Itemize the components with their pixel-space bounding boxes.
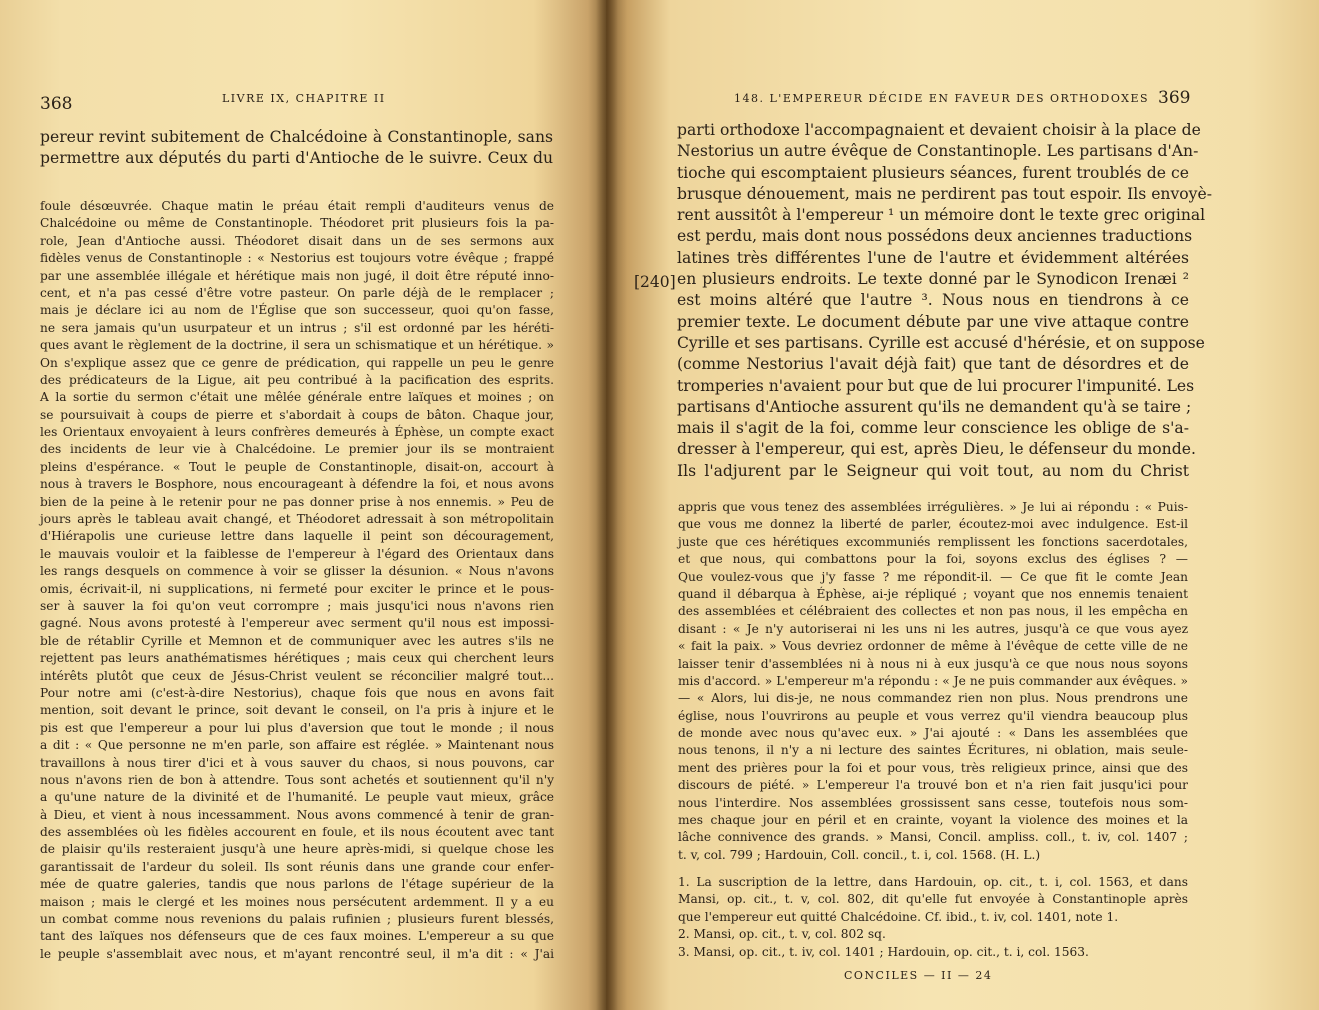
text-line: A la sortie du sermon c'était une mêlée générale entre laïques et moines ; on (40, 390, 554, 405)
right-page (606, 0, 1319, 1010)
text-line: mais je déclare ici au nom de l'Église que son successeur, quoi qu'on fasse, (40, 303, 554, 318)
text-line: ble de rétablir Cyrille et Memnon et de communiquer avec les autres s'ils ne (40, 633, 554, 648)
text-line: des assemblées et célébraient des collectes et non pas nous, il les empêcha en (678, 604, 1188, 619)
text-line: laisser tenir d'assemblées ni à nous ni à eux jusqu'à ce que nous nous soyons (678, 656, 1188, 671)
text-line: se poursuivait à coups de pierre et s'abordait à coups de bâton. Chaque jour, (40, 407, 554, 422)
page-number: 368 (40, 94, 73, 114)
text-line: Ils l'adjurent par le Seigneur qui voit tout, au nom du Christ (677, 461, 1189, 480)
text-line: a dit : « Que personne ne m'en parle, son affaire est réglée. » Maintenant nous (40, 738, 554, 753)
text-line: un combat comme nous revenions du palais rufinien ; plusieurs furent blessés, (40, 912, 554, 927)
text-line: discours de piété. » L'empereur l'a trouvé bon et n'a rien fait jusqu'ici pour (678, 778, 1188, 793)
footnotes (678, 874, 1188, 961)
text-line: nous n'avons rien de bon à attendre. Tous sont achetés et soutiennent qu'il n'y (40, 772, 554, 787)
text-line: pis est que l'empereur a pour lui plus d'aversion que tout le monde ; il nous (40, 720, 554, 735)
text-line: omis, écrivait-il, ni supplications, ni fermeté pour exciter le prince et le pous- (40, 581, 554, 596)
text-line: le peuple s'assemblait avec nous, et m'ayant rencontré seul, il m'a dit : « J'ai (40, 946, 554, 961)
text-line: brusque dénouement, mais ne perdirent pas tout espoir. Ils envoyè- (677, 184, 1212, 203)
text-line: t. v, col. 799 ; Hardouin, Coll. concil., t. i, col. 1568. (H. L.) (678, 847, 1041, 862)
text-line: des assemblées où les fidèles accourent en foule, et ils nous écoutent avec tant (40, 825, 554, 840)
text-line: rent aussitôt à l'empereur ¹ un mémoire dont le texte grec original (677, 206, 1206, 225)
text-line: et que nous, qui combattons pour la foi, soyons exclus des églises ? — (678, 552, 1188, 567)
text-line: disant : « Je n'y autoriserai ni les uns ni les autres, jusqu'à ce que vous ayez (678, 621, 1188, 636)
text-line: nous tenons, il n'y a ni lecture des saintes Écritures, ni oblation, mais seule- (678, 743, 1188, 758)
text-line: de monde avec nous qu'avec eux. » J'ai ajouté : « Dans les assemblées que (678, 726, 1188, 741)
book-gutter (596, 0, 618, 1010)
text-line: des incidents de leur vie à Chalcédoine. Le premier jour ils se montraient (40, 442, 554, 457)
text-line: ques avant le règlement de la doctrine, il sera un schismatique et un hérétique. » (40, 338, 554, 353)
text-line: lâche connivence des grands. » Mansi, Concil. ampliss. coll., t. iv, col. 1407 ; (678, 830, 1188, 845)
text-line: jours après le tableau avait changé, et Théodoret adressait à son métropolitain (40, 512, 554, 527)
text-line: ne sera jamais qu'un usurpateur et un intrus ; s'il est ordonné par les héréti- (40, 320, 554, 335)
text-line: est perdu, mais dont nous possédons deux anciennes traductions (677, 227, 1193, 246)
text-line: foule désœuvrée. Chaque matin le préau était rempli d'auditeurs venus de (40, 199, 554, 213)
text-line: mes chaque jour en péril et en crainte, voyant la violence des moines et la (678, 813, 1188, 828)
text-line: rejettent pas leurs anathématismes hérétiques ; mais ceux qui cherchent leurs (40, 651, 554, 666)
signature-mark: CONCILES — II — 24 (844, 969, 993, 982)
text-line: Mansi, op. cit., t. v, col. 802, dit qu'elle fut envoyée à Constantinople après (678, 892, 1188, 907)
text-line: Que voulez-vous que j'y fasse ? me répondit-il. — Ce que fit le comte Jean (678, 569, 1188, 584)
text-line: Cyrille et ses partisans. Cyrille est accusé d'hérésie, et on suppose (677, 333, 1205, 352)
text-line: à Dieu, et vient à nous incessamment. Nous avons commencé à tenir de gran- (40, 807, 554, 822)
text-line: nous à travers le Bosphore, nous encourageant à défendre la foi, et nous avons (40, 477, 554, 492)
text-line: que l'empereur eut quitté Chalcédoine. Cf. ibid., t. iv, col. 1401, note 1. (678, 909, 1119, 924)
running-head: LIVRE IX, CHAPITRE II (222, 92, 386, 105)
text-line: « fait la paix. » Vous devriez ordonner de même à l'évêque de cette ville de ne (678, 639, 1188, 654)
text-line: tromperies n'avaient pour but que de lui procurer l'impunité. Les (677, 376, 1195, 395)
text-line: — « Alors, lui dis-je, ne nous commandez rien non plus. Nous prendrons une (678, 691, 1188, 706)
text-line: ment des prières pour la foi et pour vous, très religieux prince, ainsi que des (678, 760, 1188, 775)
running-head: 148. L'EMPEREUR DÉCIDE EN FAVEUR DES ORTHODOXES (734, 92, 1150, 105)
text-line: bien de la peine à le retenir pour ne pas donner prise à nos ennemis. » Peu de (40, 494, 554, 509)
text-line: des prédicateurs de la Ligue, ait peu contribué à la pacification des esprits. (40, 372, 554, 387)
text-line: les rangs desquels on commence à voir se glisser la désunion. « Nous n'avons (40, 564, 554, 579)
text-line: en plusieurs endroits. Le texte donné par le Synodicon Irenæi ² (677, 270, 1189, 289)
text-line: de plaisir qu'ils resteraient jusqu'à une heure après-midi, si quelque chose les (40, 842, 554, 857)
text-line: travaillons à nous tirer d'ici et à vous sauver du chaos, si nous pouvons, car (40, 755, 554, 770)
main-text (40, 127, 553, 170)
text-line: On s'explique assez que ce genre de prédication, qui rappelle un peu le genre (40, 355, 554, 370)
text-line: parti orthodoxe l'accompagnaient et devaient choisir à la place de (677, 121, 1201, 139)
footnote-continuation (678, 499, 1188, 864)
text-line: pereur revint subitement de Chalcédoine à Constantinople, sans (40, 128, 553, 146)
text-line: mis d'accord. » L'empereur m'a répondu : « Je ne puis commander aux évêques. » (678, 673, 1188, 688)
text-line: par une assemblée illégale et hérétique mais non jugé, il doit être réputé inno- (40, 268, 554, 283)
text-line: que vous me donnez la liberté de parler, écoutez-moi avec indulgence. Est-il (678, 517, 1188, 532)
text-line: gagné. Nous avons protesté à l'empereur avec serment qu'il nous est impossi- (40, 616, 554, 631)
text-line: premier texte. Le document débute par une vive attaque contre (677, 312, 1189, 331)
page-number: 369 (1158, 88, 1191, 108)
text-line: mais il s'agit de la foi, comme leur conscience les oblige de s'a- (677, 419, 1189, 438)
text-line: les Orientaux envoyaient à leurs confrères demeurés à Éphèse, un compte exact (40, 425, 554, 440)
text-line: mée de quatre galeries, tandis que nous parlons de l'étage supérieur de la (40, 877, 554, 892)
text-line: pleins d'espérance. « Tout le peuple de Constantinople, disait-on, accourt à (40, 459, 554, 474)
text-line: tant des laïques nos défenseurs que de ces faux moines. L'empereur a su que (40, 929, 554, 944)
text-line: cent, et n'a pas cessé d'être votre pasteur. On parle déjà de le remplacer ; (40, 285, 554, 300)
left-page (0, 0, 606, 1010)
text-line: est moins altéré que l'autre ³. Nous nous en tiendrons à ce (677, 291, 1189, 310)
text-line: maison ; mais le clergé et les moines nous persécutent ardemment. Il y a eu (40, 894, 554, 909)
text-line: appris que vous tenez des assemblées irrégulières. » Je lui ai répondu : « Puis- (678, 500, 1188, 514)
text-line: Pour notre ami (c'est-à-dire Nestorius), chaque fois que nous en avons fait (40, 685, 554, 700)
text-line: a qu'une nature de la divinité et de l'humanité. Le peuple vaut mieux, grâce (40, 790, 554, 805)
main-text (677, 120, 1212, 482)
footnote-text (40, 198, 554, 963)
text-line: permettre aux députés du parti d'Antioche de le suivre. Ceux du (40, 149, 553, 168)
text-line: juste que ces hérétiques excommuniés remplissent les fonctions sacerdotales, (678, 534, 1188, 549)
text-line: fidèles venus de Constantinople : « Nestorius est toujours votre évêque ; frappé (40, 251, 554, 266)
text-line: role, Jean d'Antioche aussi. Théodoret disait dans un de ses sermons aux (40, 233, 554, 248)
text-line: latines très différentes l'une de l'autre et évidemment altérées (677, 248, 1189, 267)
text-line: Chalcédoine ou même de Constantinople. Théodoret prit plusieurs fois la pa- (40, 216, 554, 231)
text-line: tioche qui escomptaient plusieurs séances, furent troublés de ce (677, 163, 1189, 182)
text-line: 1. La suscription de la lettre, dans Hardouin, op. cit., t. i, col. 1563, et dans (678, 875, 1188, 889)
text-line: d'Hiérapolis une curieuse lettre dans laquelle il peint son découragement, (40, 529, 554, 544)
text-line: nous l'interdire. Nos assemblées grossissent sans cesse, toutefois nous som- (678, 795, 1188, 810)
text-line: mention, soit devant le prince, soit devant le conseil, on l'a pris à injure et le (40, 703, 554, 718)
text-line: intérêts plutôt que ceux de Jésus-Christ veulent se réconcilier malgré tout... (40, 668, 554, 683)
text-line: garantissait de l'ardeur du soleil. Ils sont réunis dans une grande cour enfer- (40, 859, 554, 874)
text-line: Nestorius un autre évêque de Constantinople. Les partisans d'An- (677, 142, 1199, 161)
text-line: église, nous l'ouvrirons au peuple et vous verrez qu'il viendra beaucoup plus (678, 708, 1188, 723)
text-line: le mauvais vouloir et la faiblesse de l'empereur à l'égard des Orientaux dans (40, 546, 554, 561)
text-line: (comme Nestorius l'avait déjà fait) que tant de désordres et de (677, 355, 1189, 374)
text-line: partisans d'Antioche assurent qu'ils ne demandent qu'à se taire ; (677, 397, 1192, 416)
margin-number: [240] (634, 273, 676, 291)
text-line: ser à sauver la foi qu'on veut corrompre ; mais jusqu'ici nous n'avons rien (40, 598, 554, 613)
text-line: 3. Mansi, op. cit., t. iv, col. 1401 ; Hardouin, op. cit., t. i, col. 1563. (678, 944, 1089, 959)
text-line: 2. Mansi, op. cit., t. v, col. 802 sq. (678, 927, 886, 942)
text-line: quand il débarqua à Éphèse, ai-je répliqué ; voyant que nos ennemis tenaient (678, 586, 1188, 601)
text-line: dresser à l'empereur, qui est, après Dieu, le défenseur du monde. (677, 440, 1196, 459)
